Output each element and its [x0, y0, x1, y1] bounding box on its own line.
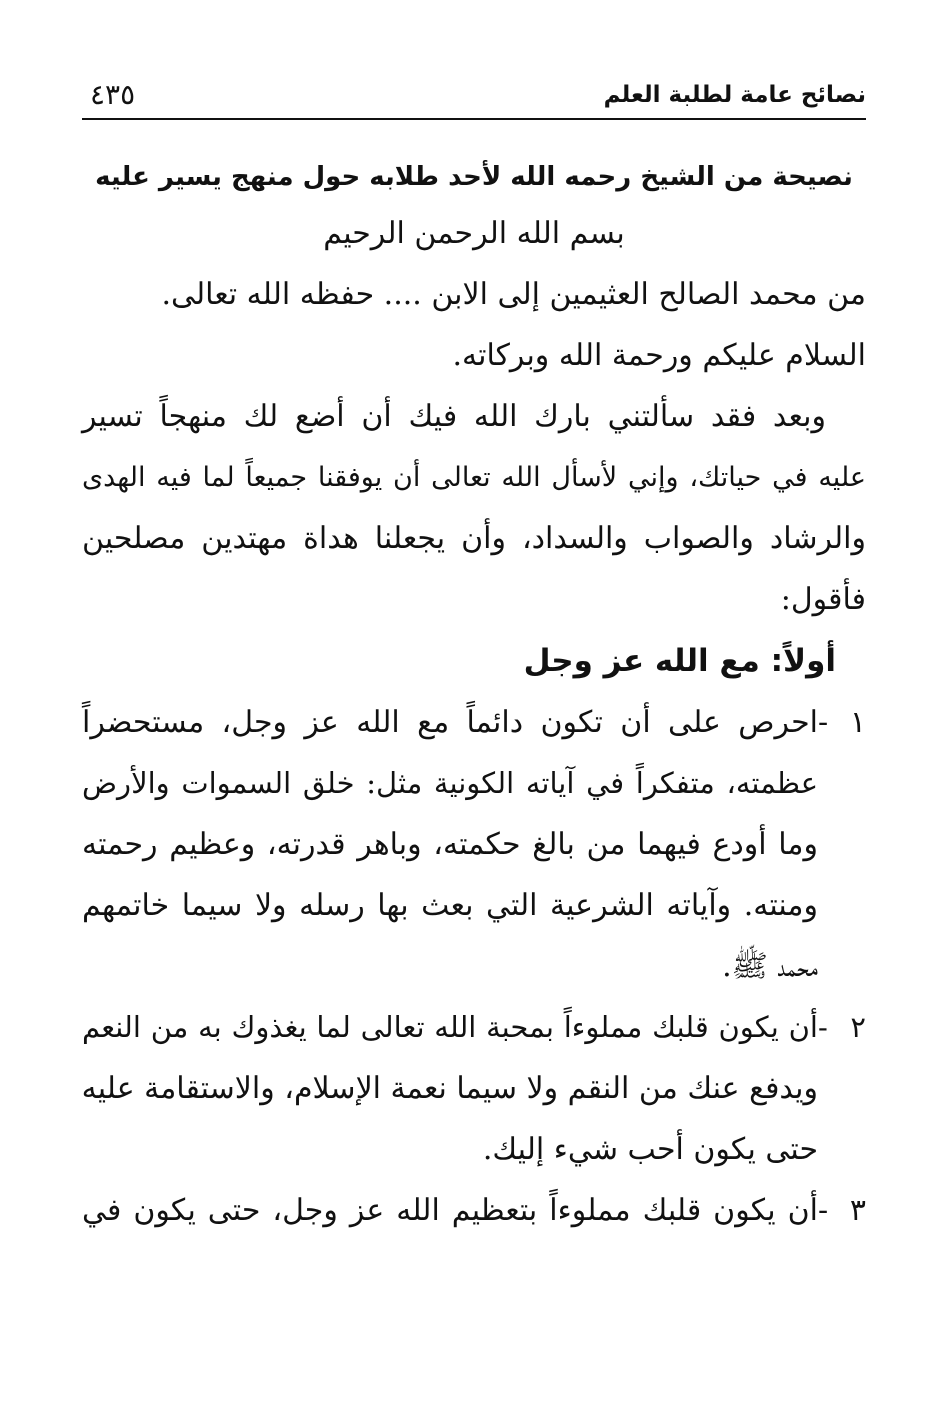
- book-page: [82, 78, 866, 1241]
- paragraph-line: عليه في حياتك، وإني لأسأل الله تعالى أن يوفقنا جميعاً لما فيه الهدى: [82, 462, 866, 493]
- paragraph-line: وبعد فقد سألتني بارك الله فيك أن أضع لك منهجاً تسير: [82, 399, 826, 434]
- item-first-line: [82, 1180, 866, 1241]
- basmala: بسم الله الرحمن الرحيم: [323, 216, 625, 251]
- page-header: [82, 78, 866, 120]
- greeting-line: السلام عليكم ورحمة الله وبركاته.: [452, 338, 866, 373]
- item-number: ٣ -: [818, 1193, 866, 1228]
- from-line: من محمد الصالح العثيمين إلى الابن .... حفظه الله تعالى.: [161, 277, 866, 312]
- item-text: أن يكون قلبك مملوءاً بتعظيم الله عز وجل، حتى يكون في: [82, 1193, 818, 1228]
- page-number: ٤٣٥: [90, 78, 136, 111]
- item-line: حتى يكون أحب شيء إليك.: [482, 1132, 818, 1167]
- item-line: عظمته، متفكراً في آياته الكونية مثل: خلق السموات والأرض: [82, 766, 818, 800]
- paragraph-line: والرشاد والصواب والسداد، وأن يجعلنا هداة مهتدين مصلحين: [82, 521, 866, 556]
- item-line: وما أودع فيهما من بالغ حكمته، وباهر قدرته، وعظيم رحمته: [82, 827, 818, 862]
- item-line: محمد ﷺ.: [722, 949, 818, 984]
- item-number: ٢ -: [818, 1010, 866, 1044]
- item-first-line: [82, 692, 866, 753]
- section-title: نصيحة من الشيخ رحمه الله لأحد طلابه حول منهج يسير عليه: [95, 162, 853, 192]
- item-text: أن يكون قلبك مملوءاً بمحبة الله تعالى لما يغذوك به من النعم: [82, 1010, 818, 1044]
- list-item: [82, 1180, 866, 1241]
- item-text: احرص على أن تكون دائماً مع الله عز وجل، مستحضراً: [82, 705, 818, 740]
- running-head: نصائح عامة لطلبة العلم: [603, 82, 866, 108]
- item-number: ١ -: [818, 705, 866, 740]
- item-line: ويدفع عنك من النقم ولا سيما نعمة الإسلام، والاستقامة عليه: [81, 1071, 818, 1106]
- intro-paragraph: [82, 386, 866, 630]
- item-line: ومنته. وآياته الشرعية التي بعث بها رسله ولا سيما خاتمهم: [82, 888, 818, 923]
- list-item: [82, 997, 866, 1180]
- paragraph-line: فأقول:: [780, 582, 866, 617]
- list-item: [82, 692, 866, 997]
- item-first-line: [82, 997, 866, 1058]
- subsection-heading: أولاً: مع الله عز وجل: [523, 643, 836, 679]
